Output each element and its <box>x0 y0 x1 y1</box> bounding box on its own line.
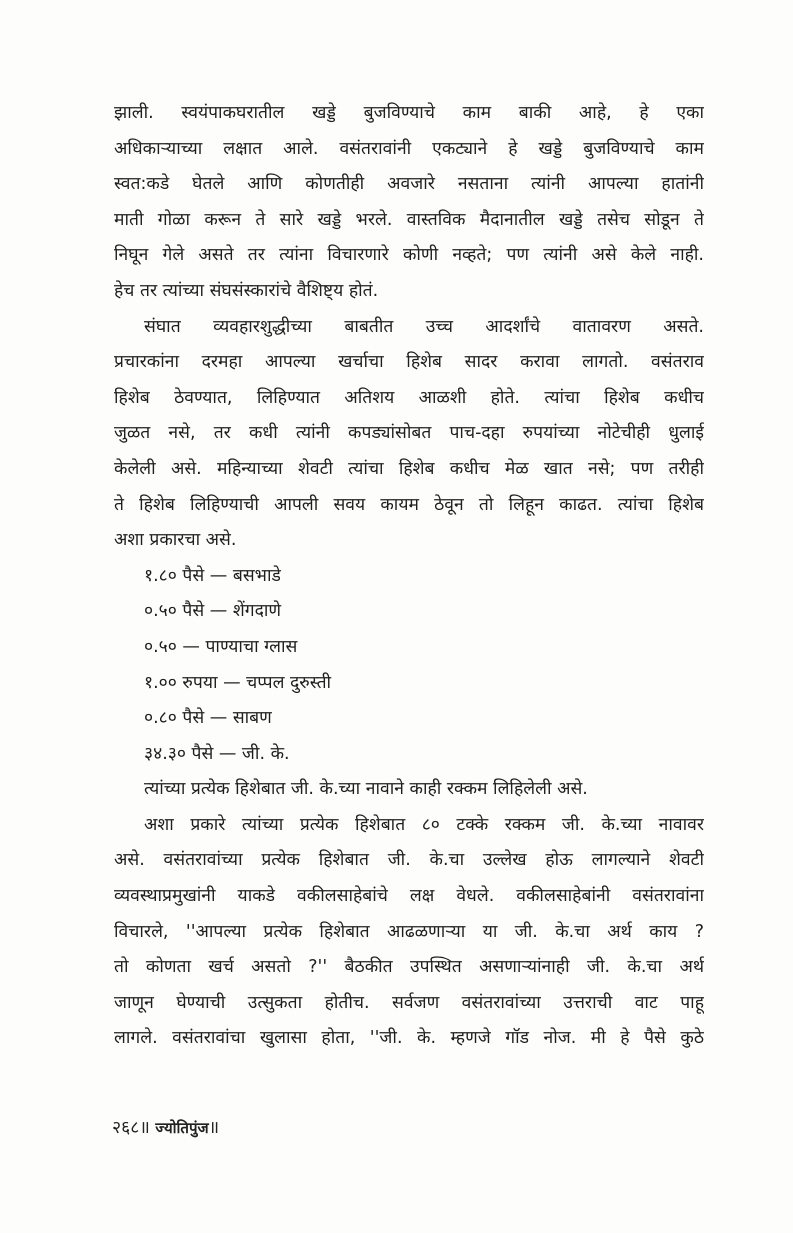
page-number: २६८ <box>112 1118 140 1138</box>
text-line: केलेली असे. महिन्याच्या शेवटी त्यांचा हिशेब कधीच मेळ खात नसे; पण तरीही <box>114 458 704 479</box>
text-line: हेच तर त्यांच्या संघसंस्कारांचे वैशिष्ट्य होतं. <box>114 280 379 301</box>
account-entry: ०.८० पैसे — साबण <box>144 708 272 729</box>
body-text <box>114 96 704 1057</box>
text-line: हिशेब ठेवण्यात, लिहिण्यात अतिशय आळशी होते. त्यांचा हिशेब कधीच <box>114 387 704 408</box>
text-line: लागले. वसंतरावांचा खुलासा होता, ''जी. के. म्हणजे गॉड नोज. मी हे पैसे कुठे <box>114 1028 704 1049</box>
text-line: असे. वसंतरावांच्या प्रत्येक हिशेबात जी. के.चा उल्लेख होऊ लागल्याने शेवटी <box>114 850 704 871</box>
book-title: ज्योतिपुंज <box>155 1119 209 1137</box>
account-entry: ३४.३० पैसे — जी. के. <box>144 743 290 764</box>
text-line: अशा प्रकारचा असे. <box>114 530 237 551</box>
text-line: निघून गेले असते तर त्यांना विचारणारे कोणी नव्हते; पण त्यांनी असे केले नाही. <box>114 245 704 266</box>
paragraph-gk-question <box>114 808 704 1057</box>
text-line: जुळत नसे, तर कधी त्यांनी कपड्यांसोबत पाच-दहा रुपयांच्या नोटेचीही धुलाई <box>114 423 704 444</box>
text-line: अशा प्रकारे त्यांच्या प्रत्येक हिशेबात ८० टक्के रक्कम जी. के.च्या नावावर <box>144 814 704 835</box>
account-entry: १.८० पैसे — बसभाडे <box>144 565 281 586</box>
text-line: अधिकाऱ्याच्या लक्षात आले. वसंतरावांनी एकट्याने हे खड्डे बुजविण्याचे काम <box>114 138 704 159</box>
text-line: तो कोणता खर्च असतो ?'' बैठकीत उपस्थित असणाऱ्यांनाही जी. के.चा अर्थ <box>114 957 704 978</box>
text-line: संघात व्यवहारशुद्धीच्या बाबतीत उच्च आदर्शांचे वातावरण असते. <box>144 316 704 337</box>
page-footer <box>112 1115 219 1139</box>
text-line: माती गोळा करून ते सारे खड्डे भरले. वास्तविक मैदानातील खड्डे तसेच सोडून ते <box>114 209 704 230</box>
text-line: त्यांच्या प्रत्येक हिशेबात जी. के.च्या नावाने काही रक्कम लिहिलेली असे. <box>144 779 588 800</box>
separator-left: ॥ <box>139 1118 150 1138</box>
paragraph-gk-note <box>114 772 704 808</box>
paragraph-continued <box>114 96 704 310</box>
account-entry: ०.५० पैसे — शेंगदाणे <box>144 601 282 622</box>
text-line: झाली. स्वयंपाकघरातील खड्डे बुजविण्याचे काम बाकी आहे, हे एका <box>114 103 704 123</box>
text-line: स्वत:कडे घेतले आणि कोणतीही अवजारे नसताना त्यांनी आपल्या हातांनी <box>114 174 704 195</box>
account-list <box>114 559 704 773</box>
text-line: विचारले, ''आपल्या प्रत्येक हिशेबात आढळणाऱ्या या जी. के.चा अर्थ काय ? <box>114 921 704 942</box>
text-line: ते हिशेब लिहिण्याची आपली सवय कायम ठेवून तो लिहून काढत. त्यांचा हिशेब <box>114 494 704 515</box>
account-entry: ०.५० — पाण्याचा ग्लास <box>144 636 298 657</box>
paragraph-accounts <box>114 310 704 559</box>
account-entry: १.०० रुपया — चप्पल दुरुस्ती <box>144 672 332 693</box>
separator-right: ॥ <box>208 1118 220 1138</box>
text-line: प्रचारकांना दरमहा आपल्या खर्चाचा हिशेब सादर करावा लागतो. वसंतराव <box>114 352 704 373</box>
text-line: व्यवस्थाप्रमुखांनी याकडे वकीलसाहेबांचे लक्ष वेधले. वकीलसाहेबांनी वसंतरावांना <box>114 886 704 907</box>
text-line: जाणून घेण्याची उत्सुकता होतीच. सर्वजण वसंतरावांच्या उत्तराची वाट पाहू <box>114 992 704 1013</box>
